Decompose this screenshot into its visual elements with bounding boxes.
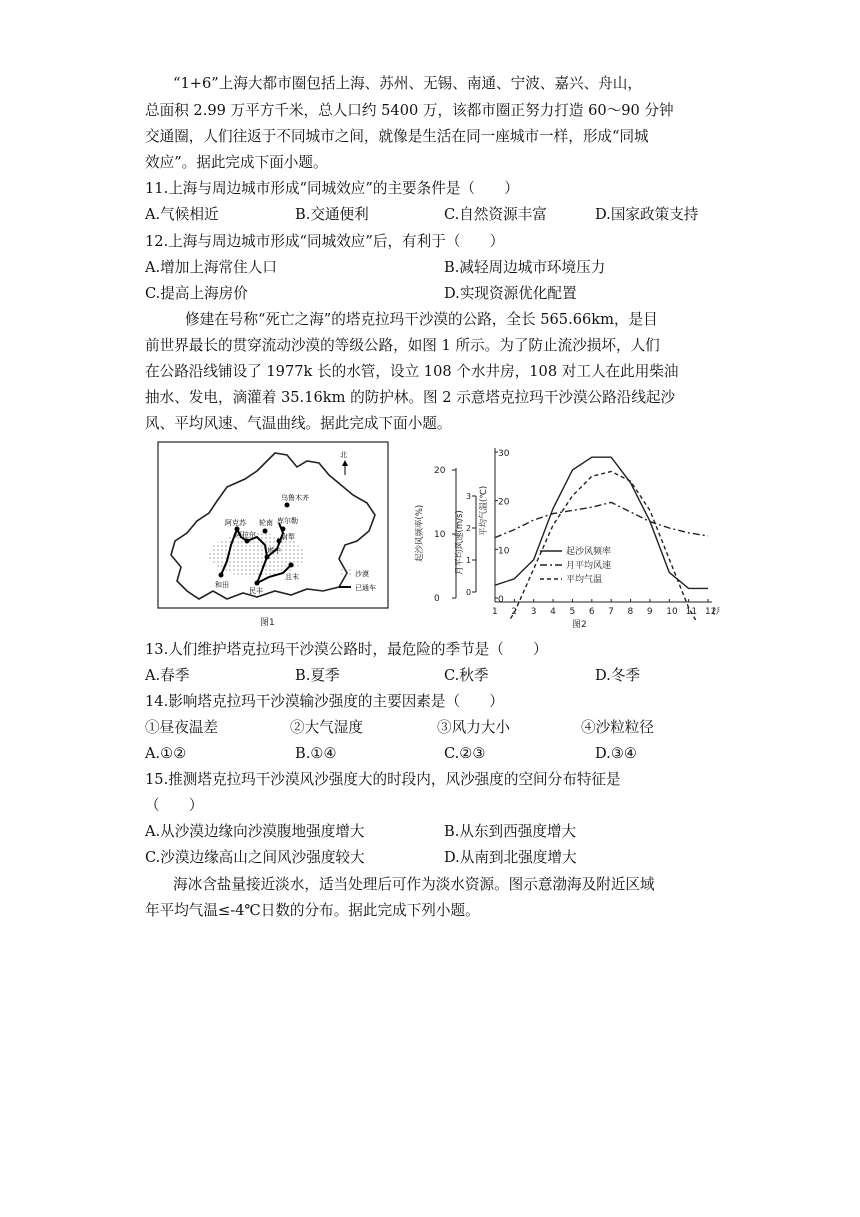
- x-tick-label: 8: [627, 607, 634, 617]
- passage-3-line: 海冰含盐量接近淡水，适当处理后可作为淡水资源。图示意渤海及附近区域: [173, 876, 655, 893]
- option-c[interactable]: C.②③: [444, 745, 486, 762]
- temp-axis-label: 平均气温(℃): [479, 485, 489, 536]
- city-dot: [255, 581, 260, 586]
- option-d[interactable]: D.③④: [595, 745, 637, 762]
- x-tick-label: 7: [608, 607, 614, 617]
- option-b[interactable]: B.①④: [295, 745, 337, 762]
- city-dot: [289, 563, 294, 568]
- city-dot: [281, 527, 286, 532]
- figure-1-map: [157, 441, 389, 628]
- temp-tick-label: 30: [498, 449, 510, 459]
- option-a[interactable]: A.①②: [145, 745, 187, 762]
- x-tick-label: 10: [666, 607, 678, 617]
- city-dot: [285, 503, 290, 508]
- wind-tick-label: 2: [466, 524, 472, 533]
- passage-2-line: 在公路沿线铺设了 1977k 长的水管，设立 108 个水井房，108 对工人在此用柴油: [145, 363, 679, 380]
- question-stem: 15.推测塔克拉玛干沙漠风沙强度大的时段内，风沙强度的空间分布特征是: [145, 771, 621, 788]
- passage-2-line: 前世界最长的贯穿流动沙漠的等级公路，如图 1 所示。为了防止流沙损坏，人们: [145, 337, 660, 354]
- option-b[interactable]: B.减轻周边城市环境压力: [444, 259, 606, 276]
- option-a[interactable]: A.从沙漠边缘向沙漠腹地强度增大: [145, 823, 365, 840]
- freq-tick-label: 20: [434, 466, 446, 476]
- option-c[interactable]: C.自然资源丰富: [444, 206, 547, 223]
- passage-1-line: 效应”。据此完成下面小题。: [145, 154, 328, 171]
- passage-2-line: 抽水、发电，滴灌着 35.16km 的防护林。图 2 示意塔克拉玛干沙漠公路沿线起沙: [145, 389, 676, 406]
- x-tick-label: 5: [569, 607, 576, 617]
- x-tick-label: 9: [646, 607, 653, 617]
- option-d[interactable]: D.国家政策支持: [595, 206, 699, 223]
- city-dot: [265, 555, 270, 560]
- temp-tick-label: 0: [498, 595, 504, 605]
- question-stem: 11.上海与周边城市形成“同城效应”的主要条件是（ ）: [145, 180, 519, 197]
- option-b[interactable]: B.从东到西强度增大: [444, 823, 577, 840]
- figure-2-chart: [410, 440, 720, 630]
- wind-tick-label: 3: [466, 492, 472, 501]
- item-1: ①昼夜温差: [145, 719, 218, 736]
- city-label: 且末: [285, 573, 299, 581]
- question-stem: 12.上海与周边城市形成“同城效应”后，有利于（ ）: [145, 233, 505, 250]
- city-label: 阿拉尔: [235, 531, 256, 539]
- option-b[interactable]: B.夏季: [295, 667, 340, 684]
- option-c[interactable]: C.提高上海房价: [145, 285, 248, 302]
- option-c[interactable]: C.秋季: [444, 667, 489, 684]
- map-svg: [157, 441, 389, 609]
- passage-1-line: “1+6”上海大都市圈包括上海、苏州、无锡、南通、宁波、嘉兴、舟山，: [173, 75, 642, 92]
- temp-tick-label: 20: [498, 497, 510, 508]
- item-2: ②大气湿度: [290, 719, 363, 736]
- option-c[interactable]: C.沙漠边缘高山之间风沙强度较大: [145, 849, 365, 866]
- x-tick-label: 4: [550, 607, 556, 617]
- x-tick-label: 12: [705, 607, 717, 617]
- wind-tick-label: 1: [466, 556, 472, 565]
- option-d[interactable]: D.实现资源优化配置: [444, 285, 577, 302]
- city-label: 阿克苏: [225, 519, 246, 527]
- city-dot: [219, 573, 224, 578]
- x-tick-label: 3: [530, 607, 537, 617]
- x-tick-label: 6: [588, 607, 595, 617]
- option-a[interactable]: A.气候相近: [145, 206, 219, 223]
- passage-3-line: 年平均气温≤-4℃日数的分布。据此完成下列小题。: [145, 902, 480, 919]
- x-axis-unit: (: [712, 607, 716, 617]
- question-stem: 14.影响塔克拉玛干沙漠输沙强度的主要因素是（ ）: [145, 693, 504, 710]
- north-label: 北: [340, 451, 347, 459]
- figure-2-caption: 图2: [572, 620, 587, 630]
- legend-desert-swatch: [339, 569, 351, 577]
- legend-desert-label: 沙漠: [355, 570, 369, 578]
- city-label: 库尔勒: [277, 517, 298, 525]
- item-3: ③风力大小: [437, 719, 510, 736]
- passage-2-line: 风、平均风速、气温曲线。据此完成下面小题。: [145, 415, 452, 432]
- passage-1-line: 总面积 2.99 万平方千米，总人口约 5400 万，该都市圈正努力打造 60～90 分钟: [145, 102, 674, 119]
- option-d[interactable]: D.冬季: [595, 667, 641, 684]
- city-label: 塔中: [267, 547, 281, 555]
- legend-label-1: 起沙风频率: [566, 547, 612, 557]
- passage-1-line: 交通圈，人们往返于不同城市之间，就像是生活在同一座城市一样，形成“同城: [145, 128, 649, 145]
- series-line-3: [495, 471, 708, 620]
- city-dot: [263, 529, 268, 534]
- temp-tick-label: 10: [498, 546, 510, 557]
- option-b[interactable]: B.交通便利: [295, 206, 369, 223]
- freq-tick-label: 0: [434, 594, 440, 604]
- x-tick-label: 1: [492, 607, 498, 617]
- city-dot: [245, 539, 250, 544]
- wind-tick-label: 0: [466, 588, 472, 597]
- legend-road-label: 已通车: [355, 584, 376, 592]
- city-label: 和田: [215, 581, 229, 589]
- legend-label-3: 平均气温: [566, 575, 603, 585]
- city-label: 轮南: [259, 519, 273, 527]
- city-label: 乌鲁木齐: [281, 494, 309, 502]
- passage-2-line: 修建在号称“死亡之海”的塔克拉玛干沙漠的公路，全长 565.66km，是目: [185, 311, 658, 328]
- question-stem: 13.人们维护塔克拉玛干沙漠公路时，最危险的季节是（ ）: [145, 641, 548, 658]
- city-label: 民丰: [249, 587, 263, 595]
- freq-axis-label: 起沙风频率(%): [415, 504, 425, 562]
- option-d[interactable]: D.从南到北强度增大: [444, 849, 577, 866]
- question-stem-blank: （ ）: [145, 797, 204, 814]
- figure-1-caption: 图1: [260, 618, 275, 628]
- item-4: ④沙粒粒径: [581, 719, 654, 736]
- wind-axis-label: 月平均风速(m/s): [455, 510, 465, 575]
- freq-tick-label: 10: [434, 530, 446, 540]
- legend-label-2: 月平均风速: [566, 561, 612, 571]
- series-line-2: [495, 502, 708, 537]
- option-a[interactable]: A.增加上海常住人口: [145, 259, 277, 276]
- chart-svg: [410, 440, 720, 620]
- map-frame: [158, 442, 388, 608]
- x-tick-label: 2: [511, 607, 518, 617]
- city-label: 尉犁: [281, 533, 295, 541]
- x-tick-label: 11: [685, 607, 698, 617]
- option-a[interactable]: A.春季: [145, 667, 190, 684]
